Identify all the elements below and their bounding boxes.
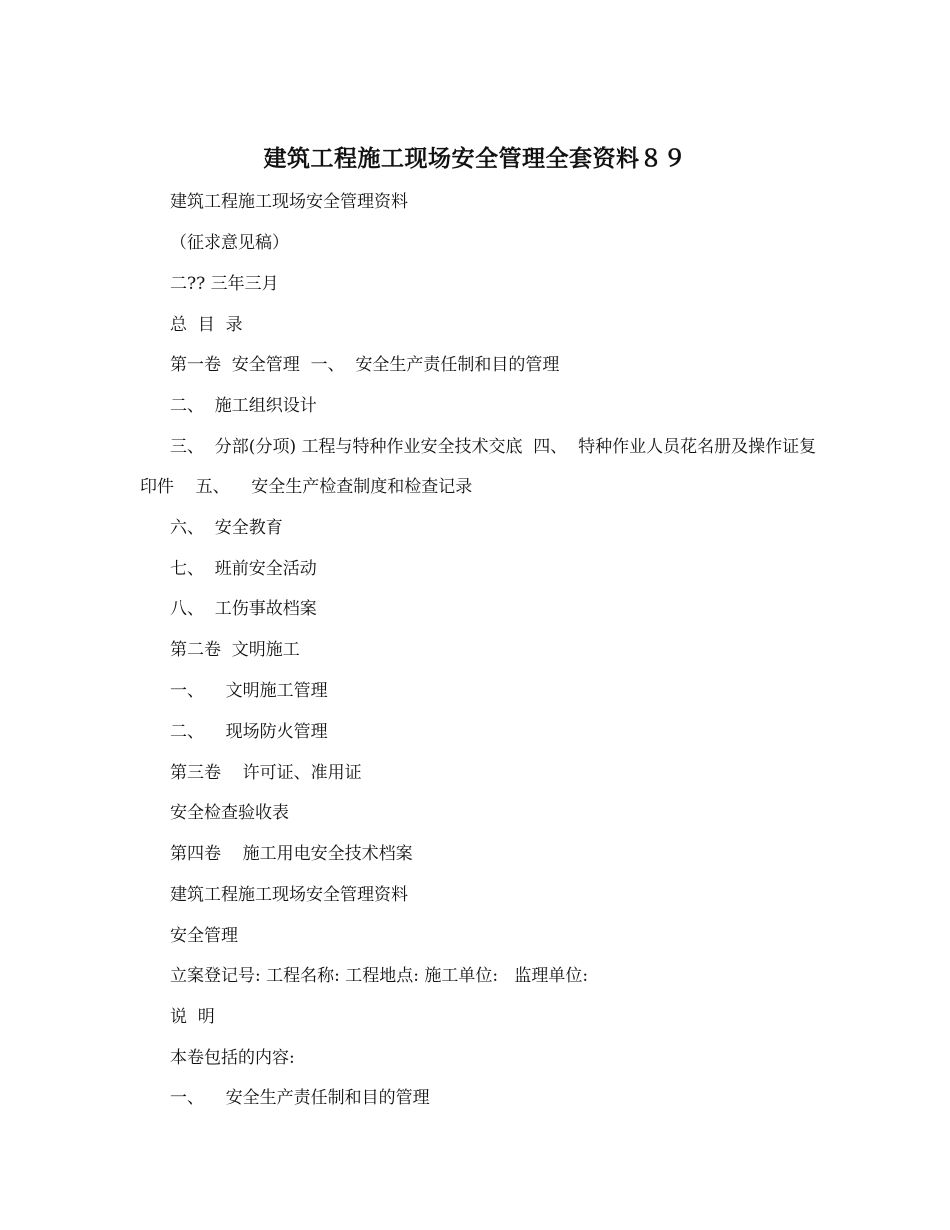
text-line: 第一卷 安全管理 一、 安全生产责任制和目的管理 <box>170 355 560 375</box>
text-line: 安全检查验收表 <box>170 803 289 823</box>
text-line: 二、 现场防火管理 <box>170 722 328 742</box>
text-line: 建筑工程施工现场安全管理资料 <box>170 192 408 212</box>
text-line: （征求意见稿） <box>170 233 289 253</box>
text-line: 立案登记号: 工程名称: 工程地点: 施工单位: 监理单位: <box>170 966 589 986</box>
text-line: 第四卷 施工用电安全技术档案 <box>170 844 413 864</box>
text-line: 安全管理 <box>170 926 238 946</box>
text-line: 六、 安全教育 <box>170 518 283 538</box>
text-line: 一、 安全生产责任制和目的管理 <box>170 1088 430 1108</box>
text-line: 八、 工伤事故档案 <box>170 599 317 619</box>
text-line: 七、 班前安全活动 <box>170 559 317 579</box>
text-line: 说 明 <box>170 1007 215 1027</box>
text-line: 建筑工程施工现场安全管理资料 <box>170 885 408 905</box>
text-paragraph: 三、 分部(分项) 工程与特种作业安全技术交底 四、 特种作业人员花名册及操作证复印件 五、 安全生产检查制度和检查记录 <box>140 437 817 497</box>
text-line: 二?? 三年三月 <box>170 274 279 294</box>
text-line: 一、 文明施工管理 <box>170 681 328 701</box>
document-title: 建筑工程施工现场安全管理全套资料８９ <box>263 145 687 172</box>
text-line: 第三卷 许可证、准用证 <box>170 763 362 783</box>
text-line: 第二卷 文明施工 <box>170 640 300 660</box>
text-line: 二、 施工组织设计 <box>170 396 317 416</box>
text-line: 本卷包括的内容: <box>170 1048 295 1068</box>
text-line: 总 目 录 <box>170 315 243 335</box>
